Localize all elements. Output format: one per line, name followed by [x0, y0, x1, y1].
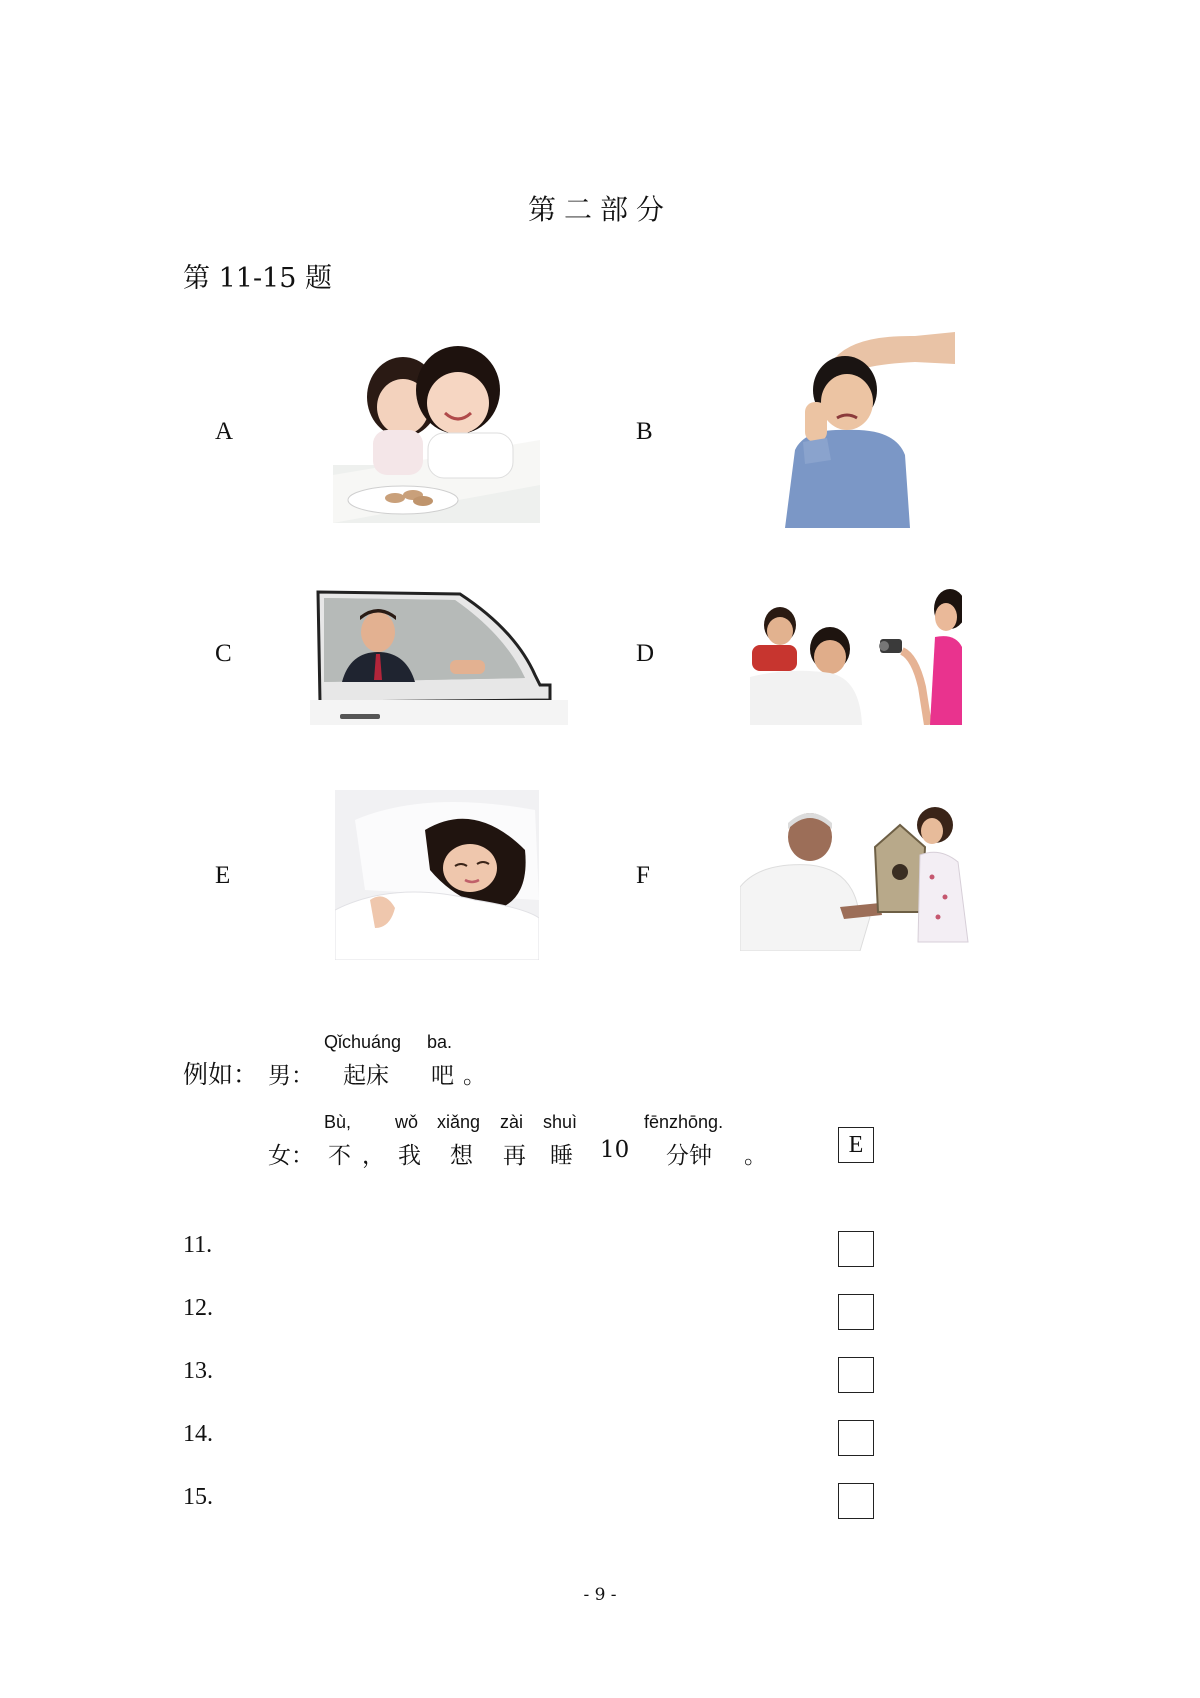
example-line1-pinyin-2: ba.	[427, 1032, 453, 1052]
woman-sleeping-photo	[335, 790, 539, 960]
question-number-14: 14.	[183, 1421, 213, 1447]
option-letter-f: F	[636, 862, 650, 889]
example-line2-hanzi-5: 再	[503, 1143, 526, 1169]
page-number: - 9 -	[583, 1585, 617, 1605]
example-line2-pinyin-6: shuì	[543, 1112, 578, 1132]
option-letter-c: C	[215, 640, 232, 667]
example-line2-pinyin-1: Bù,	[324, 1112, 352, 1132]
question-number-11: 11.	[183, 1232, 213, 1258]
answer-box-13[interactable]	[838, 1357, 874, 1393]
answer-box-15[interactable]	[838, 1483, 874, 1519]
example-line1-pinyin-1: Qǐchuáng	[324, 1032, 402, 1052]
family-filming-photo	[750, 587, 962, 725]
example-line2-hanzi-1: 不	[328, 1143, 351, 1169]
option-letter-d: D	[636, 640, 655, 667]
grandfather-birdhouse-photo	[740, 807, 975, 951]
option-letter-b: B	[636, 418, 653, 445]
answer-box-14[interactable]	[838, 1420, 874, 1456]
example-line2-pinyin-4: xiǎng	[437, 1112, 481, 1132]
question-number-13: 13.	[183, 1358, 213, 1384]
example-line2-hanzi-8: 分钟	[666, 1143, 712, 1169]
example-line1-hanzi-2: 吧	[431, 1063, 454, 1089]
example-speaker-male: 男：	[268, 1063, 314, 1089]
question-range: 第 11-15 题	[183, 263, 333, 294]
example-line2-hanzi-6: 睡	[550, 1143, 573, 1169]
example-line2-hanzi-9: 。	[744, 1143, 767, 1169]
example-line2-hanzi-4: 想	[450, 1143, 473, 1169]
example-line2-hanzi-2: ，	[362, 1143, 385, 1169]
example-line2-hanzi-7: 10	[600, 1137, 630, 1163]
example-line2-pinyin-8: fēnzhōng.	[644, 1112, 724, 1132]
option-letter-e: E	[215, 862, 231, 889]
option-letter-a: A	[215, 418, 234, 445]
answer-box-12[interactable]	[838, 1294, 874, 1330]
example-label: 例如：	[183, 1060, 259, 1089]
section-title: 第二部分	[527, 193, 672, 226]
example-line1-hanzi-3: 。	[463, 1063, 486, 1089]
man-in-car-photo	[310, 590, 568, 725]
example-line2-pinyin-3: wǒ	[395, 1112, 419, 1132]
example-line2-hanzi-3: 我	[398, 1143, 421, 1169]
answer-box-11[interactable]	[838, 1231, 874, 1267]
question-number-12: 12.	[183, 1295, 213, 1321]
question-number-15: 15.	[183, 1484, 213, 1510]
example-line1-hanzi-1: 起床	[343, 1063, 389, 1089]
example-answer-box: E	[838, 1127, 874, 1163]
two-girls-cookies-photo	[333, 335, 540, 523]
crying-boy-photo	[765, 330, 955, 528]
example-speaker-female: 女：	[268, 1143, 314, 1169]
example-line2-pinyin-5: zài	[500, 1112, 524, 1132]
